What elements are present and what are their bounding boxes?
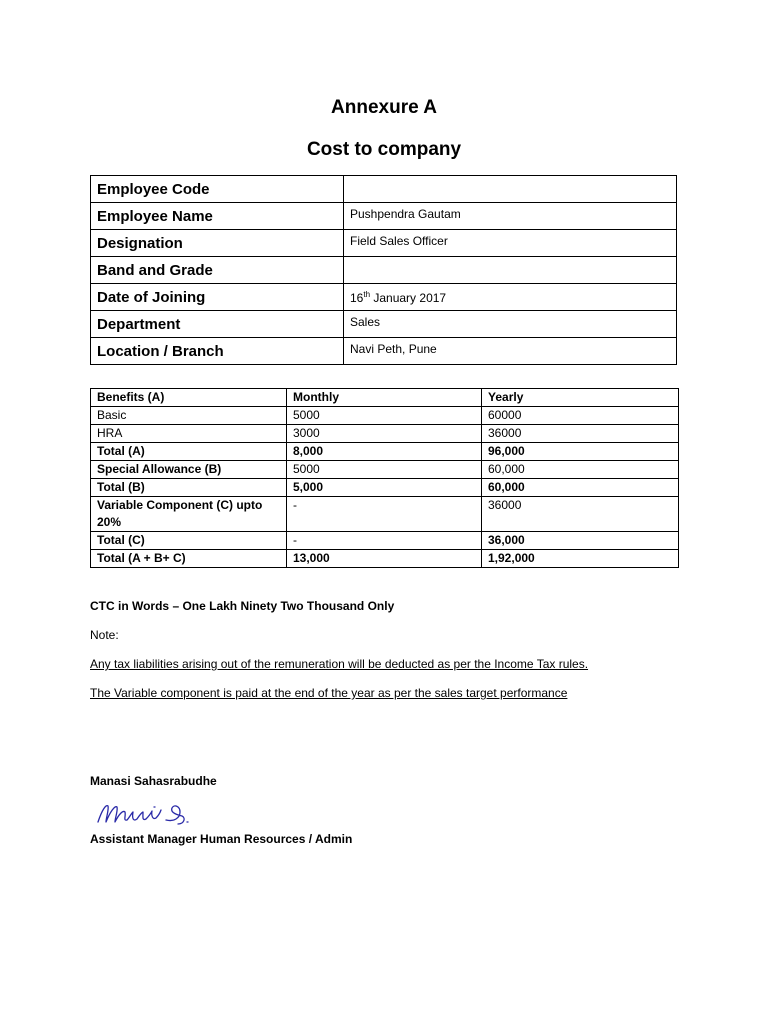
benefit-label: Variable Component (C) upto 20% <box>91 497 287 532</box>
table-row <box>91 407 679 425</box>
table-row <box>91 550 679 568</box>
benefit-label: Special Allowance (B) <box>91 461 287 479</box>
date-of-joining-value <box>344 284 677 311</box>
benefit-yearly: 1,92,000 <box>482 550 679 568</box>
department-value: Sales <box>344 311 677 338</box>
table-row <box>91 203 677 230</box>
table-row <box>91 257 677 284</box>
table-row <box>91 532 679 550</box>
signatory-title: Assistant Manager Human Resources / Admin <box>90 832 353 846</box>
benefit-monthly: 8,000 <box>287 443 482 461</box>
table-row <box>91 497 679 532</box>
benefit-label: Total (A) <box>91 443 287 461</box>
benefits-table <box>90 388 679 568</box>
employee-code-value <box>344 176 677 203</box>
joining-day: 16 <box>350 291 364 305</box>
benefit-monthly: 13,000 <box>287 550 482 568</box>
benefit-yearly: 36000 <box>482 425 679 443</box>
benefit-label: Basic <box>91 407 287 425</box>
table-row <box>91 230 677 257</box>
table-row <box>91 338 677 365</box>
signatory-name: Manasi Sahasrabudhe <box>90 774 217 788</box>
employee-name-label: Employee Name <box>91 203 344 230</box>
benefit-yearly: 60,000 <box>482 461 679 479</box>
employee-code-label: Employee Code <box>91 176 344 203</box>
benefit-monthly: 5,000 <box>287 479 482 497</box>
band-grade-value <box>344 257 677 284</box>
table-row <box>91 461 679 479</box>
note-variable-component: The Variable component is paid at the end of the year as per the sales target performance <box>90 686 568 700</box>
location-value: Navi Peth, Pune <box>344 338 677 365</box>
table-row <box>91 311 677 338</box>
designation-value: Field Sales Officer <box>344 230 677 257</box>
document-subtitle: Cost to company <box>306 139 462 160</box>
benefit-yearly: 36,000 <box>482 532 679 550</box>
table-row <box>91 479 679 497</box>
ctc-in-words: CTC in Words – One Lakh Ninety Two Thousand Only <box>90 599 395 613</box>
joining-day-suffix: th <box>363 290 371 299</box>
table-row <box>91 443 679 461</box>
column-header-monthly: Monthly <box>287 389 482 407</box>
date-of-joining-label: Date of Joining <box>91 284 344 311</box>
table-row <box>91 425 679 443</box>
employee-info-table <box>90 175 677 365</box>
benefit-monthly: - <box>287 497 482 532</box>
designation-label: Designation <box>91 230 344 257</box>
benefit-yearly: 36000 <box>482 497 679 532</box>
joining-month-year: January 2017 <box>370 291 447 305</box>
column-header-benefits: Benefits (A) <box>91 389 287 407</box>
benefit-monthly: 5000 <box>287 407 482 425</box>
benefit-yearly: 60000 <box>482 407 679 425</box>
benefit-monthly: 3000 <box>287 425 482 443</box>
table-row <box>91 284 677 311</box>
table-header-row <box>91 389 679 407</box>
handwritten-signature <box>94 796 214 830</box>
benefit-label: Total (A + B+ C) <box>91 550 287 568</box>
benefit-monthly: - <box>287 532 482 550</box>
department-label: Department <box>91 311 344 338</box>
column-header-yearly: Yearly <box>482 389 679 407</box>
benefit-monthly: 5000 <box>287 461 482 479</box>
benefit-label: HRA <box>91 425 287 443</box>
benefit-label: Total (C) <box>91 532 287 550</box>
location-label: Location / Branch <box>91 338 344 365</box>
benefit-yearly: 60,000 <box>482 479 679 497</box>
band-grade-label: Band and Grade <box>91 257 344 284</box>
annexure-title: Annexure A <box>331 97 437 118</box>
note-tax-liabilities: Any tax liabilities arising out of the remuneration will be deducted as per the Income Tax rules. <box>90 657 589 671</box>
benefit-yearly: 96,000 <box>482 443 679 461</box>
note-label: Note: <box>90 628 119 642</box>
benefit-label: Total (B) <box>91 479 287 497</box>
table-row <box>91 176 677 203</box>
employee-name-value: Pushpendra Gautam <box>344 203 677 230</box>
